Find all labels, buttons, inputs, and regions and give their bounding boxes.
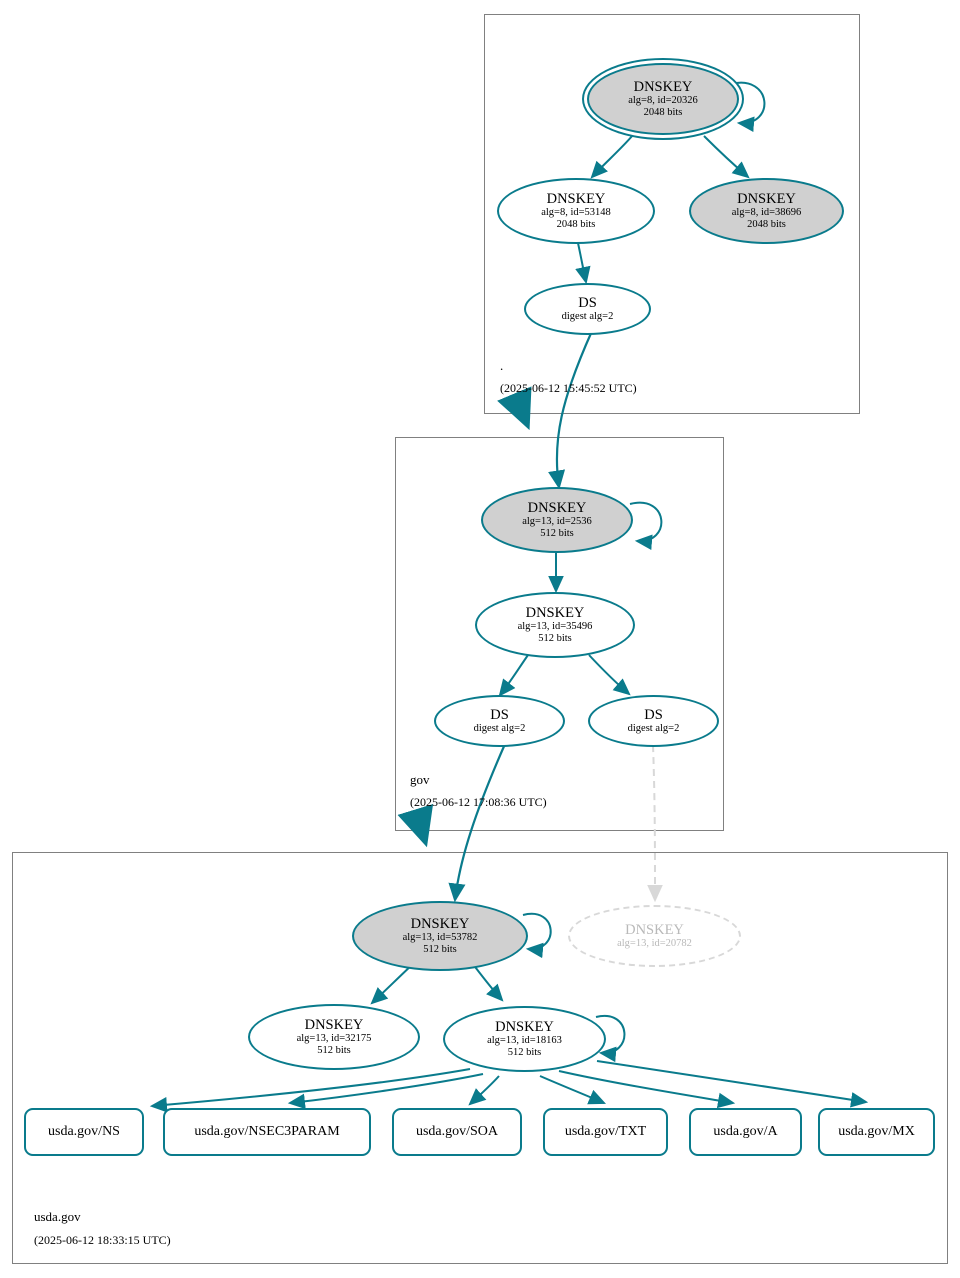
dnskey-alg-id-label: alg=13, id=35496 <box>517 621 593 633</box>
dnskey-size-label: 2048 bits <box>556 219 596 231</box>
rrset-node-nsec3param[interactable] <box>163 1108 371 1156</box>
dnskey-type-label: DNSKEY <box>527 500 587 517</box>
dnskey-size-label: 512 bits <box>423 944 457 956</box>
dnskey-size-label: 512 bits <box>538 633 572 645</box>
rrset-label: usda.gov/TXT <box>564 1124 647 1140</box>
dnskey-alg-id-label: alg=13, id=32175 <box>296 1033 372 1045</box>
dnskey-type-label: DNSKEY <box>633 79 693 96</box>
dnskey-alg-id-label: alg=8, id=38696 <box>731 207 802 219</box>
dnskey-size-label: 512 bits <box>507 1047 542 1059</box>
rrset-label: usda.gov/SOA <box>415 1124 499 1140</box>
ds-node-gov-orphan[interactable] <box>588 695 719 747</box>
dnskey-size-label: 2048 bits <box>747 219 786 231</box>
dnskey-type-label: DNSKEY <box>625 922 684 938</box>
rrset-node-a[interactable] <box>689 1108 802 1156</box>
zone-label-usdagov: usda.gov <box>34 1209 81 1224</box>
dnskey-node-root-ksk-20326[interactable] <box>587 63 739 135</box>
ds-digest-label: digest alg=2 <box>561 311 614 323</box>
rrset-label: usda.gov/NSEC3PARAM <box>194 1124 340 1140</box>
zone-label-gov: gov <box>410 772 430 787</box>
ds-type-label: DS <box>644 707 663 723</box>
dnskey-type-label: DNSKEY <box>495 1019 554 1036</box>
dnskey-node-usdagov-ksk-53782[interactable] <box>352 901 528 971</box>
dnskey-alg-id-label: alg=8, id=53148 <box>541 207 611 219</box>
dnskey-type-label: DNSKEY <box>737 191 796 208</box>
rrset-label: usda.gov/NS <box>48 1124 120 1140</box>
zone-label-root: . <box>500 358 504 373</box>
dnskey-type-label: DNSKEY <box>546 191 606 208</box>
ds-digest-label: digest alg=2 <box>627 723 680 735</box>
ds-digest-label: digest alg=2 <box>473 723 526 735</box>
rrset-label: usda.gov/MX <box>838 1124 915 1140</box>
zone-timestamp-usdagov: (2025-06-12 18:33:15 UTC) <box>34 1233 171 1247</box>
dnskey-size-label: 512 bits <box>540 528 574 540</box>
dnskey-alg-id-label: alg=13, id=18163 <box>487 1035 562 1047</box>
dnskey-node-gov-ksk-2536[interactable] <box>481 487 633 553</box>
ds-type-label: DS <box>578 295 597 311</box>
dnskey-alg-id-label: alg=13, id=53782 <box>402 932 478 944</box>
ds-type-label: DS <box>490 707 509 723</box>
dnskey-node-usdagov-zsk-32175[interactable] <box>248 1004 420 1070</box>
dnskey-alg-id-label: alg=13, id=2536 <box>522 516 592 528</box>
dnskey-size-label: 512 bits <box>317 1045 351 1057</box>
zone-timestamp-root: (2025-06-12 15:45:52 UTC) <box>500 381 637 395</box>
rrset-node-soa[interactable] <box>392 1108 522 1156</box>
rrset-node-txt[interactable] <box>543 1108 668 1156</box>
dnskey-alg-id-label: alg=8, id=20326 <box>628 95 698 107</box>
dnskey-node-usdagov-zsk-18163[interactable] <box>443 1006 606 1072</box>
dnskey-node-root-38696[interactable] <box>689 178 844 244</box>
rrset-node-mx[interactable] <box>818 1108 935 1156</box>
ds-node-gov-to-usdagov[interactable] <box>434 695 565 747</box>
dnskey-node-root-zsk-53148[interactable] <box>497 178 655 244</box>
dnskey-type-label: DNSKEY <box>410 916 470 933</box>
dnskey-size-label: 2048 bits <box>643 107 683 119</box>
dnskey-node-usdagov-ghost-20782[interactable] <box>568 905 741 967</box>
rrset-label: usda.gov/A <box>713 1124 778 1140</box>
dnskey-alg-id-label: alg=13, id=20782 <box>617 938 692 950</box>
dnskey-node-gov-zsk-35496[interactable] <box>475 592 635 658</box>
zone-timestamp-gov: (2025-06-12 17:08:36 UTC) <box>410 795 547 809</box>
dnskey-type-label: DNSKEY <box>304 1017 364 1034</box>
dnskey-type-label: DNSKEY <box>525 605 585 622</box>
rrset-node-ns[interactable] <box>24 1108 144 1156</box>
ds-node-root-to-gov[interactable] <box>524 283 651 335</box>
